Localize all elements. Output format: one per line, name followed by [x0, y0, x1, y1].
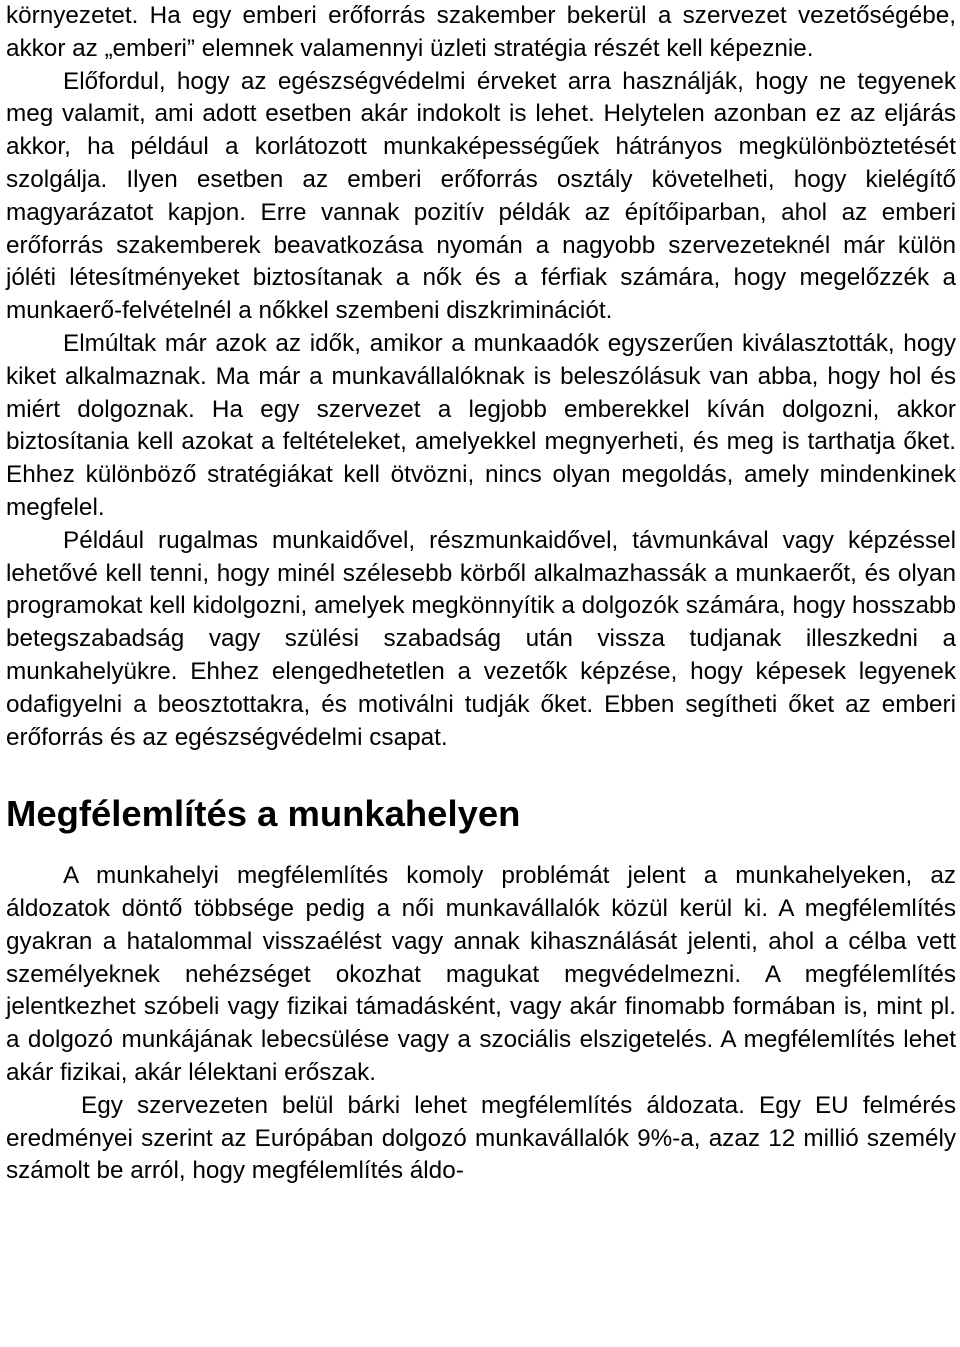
paragraph-2: Előfordul, hogy az egészségvédelmi érveket arra használják, hogy ne tegyenek meg valamit, ami adott esetben akár indokolt is lehet. Helytelen azonban ez az eljárás akkor, ha például a korlátozott munkaképességűek hátrányos megkülönböztetését szolgálja. Ilyen esetben az emberi erőforrás osztály követelheti, hogy kielégítő magyarázatot kapjon. Erre vannak pozitív példák az építőiparban, ahol az emberi erőforrás szakemberek beavatkozása nyomán a nagyobb szervezeteknél már külön jóléti létesítményeket biztosítanak a nők és a férfiak számára, hogy megelőzzék a munkaerő-felvételnél a nőkkel szembeni diszkriminációt. — [6, 67, 956, 325]
paragraph-3: Elmúltak már azok az idők, amikor a munkaadók egyszerűen kiválasztották, hogy kiket alkalmaznak. Ma már a munkavállalóknak is beleszólásuk van abba, hogy hol és miért dolgoznak. Ha egy szervezet a legjobb emberekkel kíván dolgozni, akkor biztosítania kell azokat a feltételeket, amelyekkel megnyerheti, és meg is tarthatja őket. Ehhez különböző stratégiákat kell ötvözni, nincs olyan megoldás, amely mindenkinek megfelel. — [6, 329, 956, 521]
section-heading: Megfélemlítés a munkahelyen — [6, 793, 521, 835]
paragraph-6: Egy szervezeten belül bárki lehet megfélemlítés áldozata. Egy EU felmérés eredményei szerint az Európában dolgozó munkavállalók 9%-a, azaz 12 millió személy számolt be arról, hogy megfélemlítés áldo- — [6, 1091, 956, 1185]
paragraph-4: Például rugalmas munkaidővel, részmunkaidővel, távmunkával vagy képzéssel lehetővé kell tenni, hogy minél szélesebb körből alkalmazhassák a munkaerőt, és olyan programokat kell kidolgozni, amelyek megkönnyítik a dolgozók számára, hogy hosszabb betegszabadság vagy szülési szabadság után vissza tudjanak illeszkedni a munkahelyükre. Ehhez elengedhetetlen a vezetők képzése, hogy képesek legyenek odafigyelni a beosztottakra, és motiválni tudják őket. Ebben segítheti őket az emberi erőforrás és az egészségvédelmi csapat. — [6, 526, 956, 751]
paragraph-1: környezetet. Ha egy emberi erőforrás szakember bekerül a szervezet vezetőségébe, akkor az „emberi” elemnek valamennyi üzleti stratégia részét kell képeznie. — [6, 2, 956, 62]
paragraph-5: A munkahelyi megfélemlítés komoly problémát jelent a munkahelyeken, az áldozatok döntő többsége pedig a női munkavállalók közül kerül ki. A megfélemlítés gyakran a hatalommal visszaélést vagy annak kihasználását jelenti, ahol a célba vett személyeknek nehézséget okozhat magukat megvédelmezni. A megfélemlítés jelentkezhet szóbeli vagy fizikai támadásként, vagy akár finomabb formában is, mint pl. a dolgozó munkájának lebecsülése vagy a szociális elszigetelés. A megfélemlítés lehet akár fizikai, akár lélektani erőszak. — [6, 862, 956, 1086]
document-page — [6, 0, 956, 1188]
